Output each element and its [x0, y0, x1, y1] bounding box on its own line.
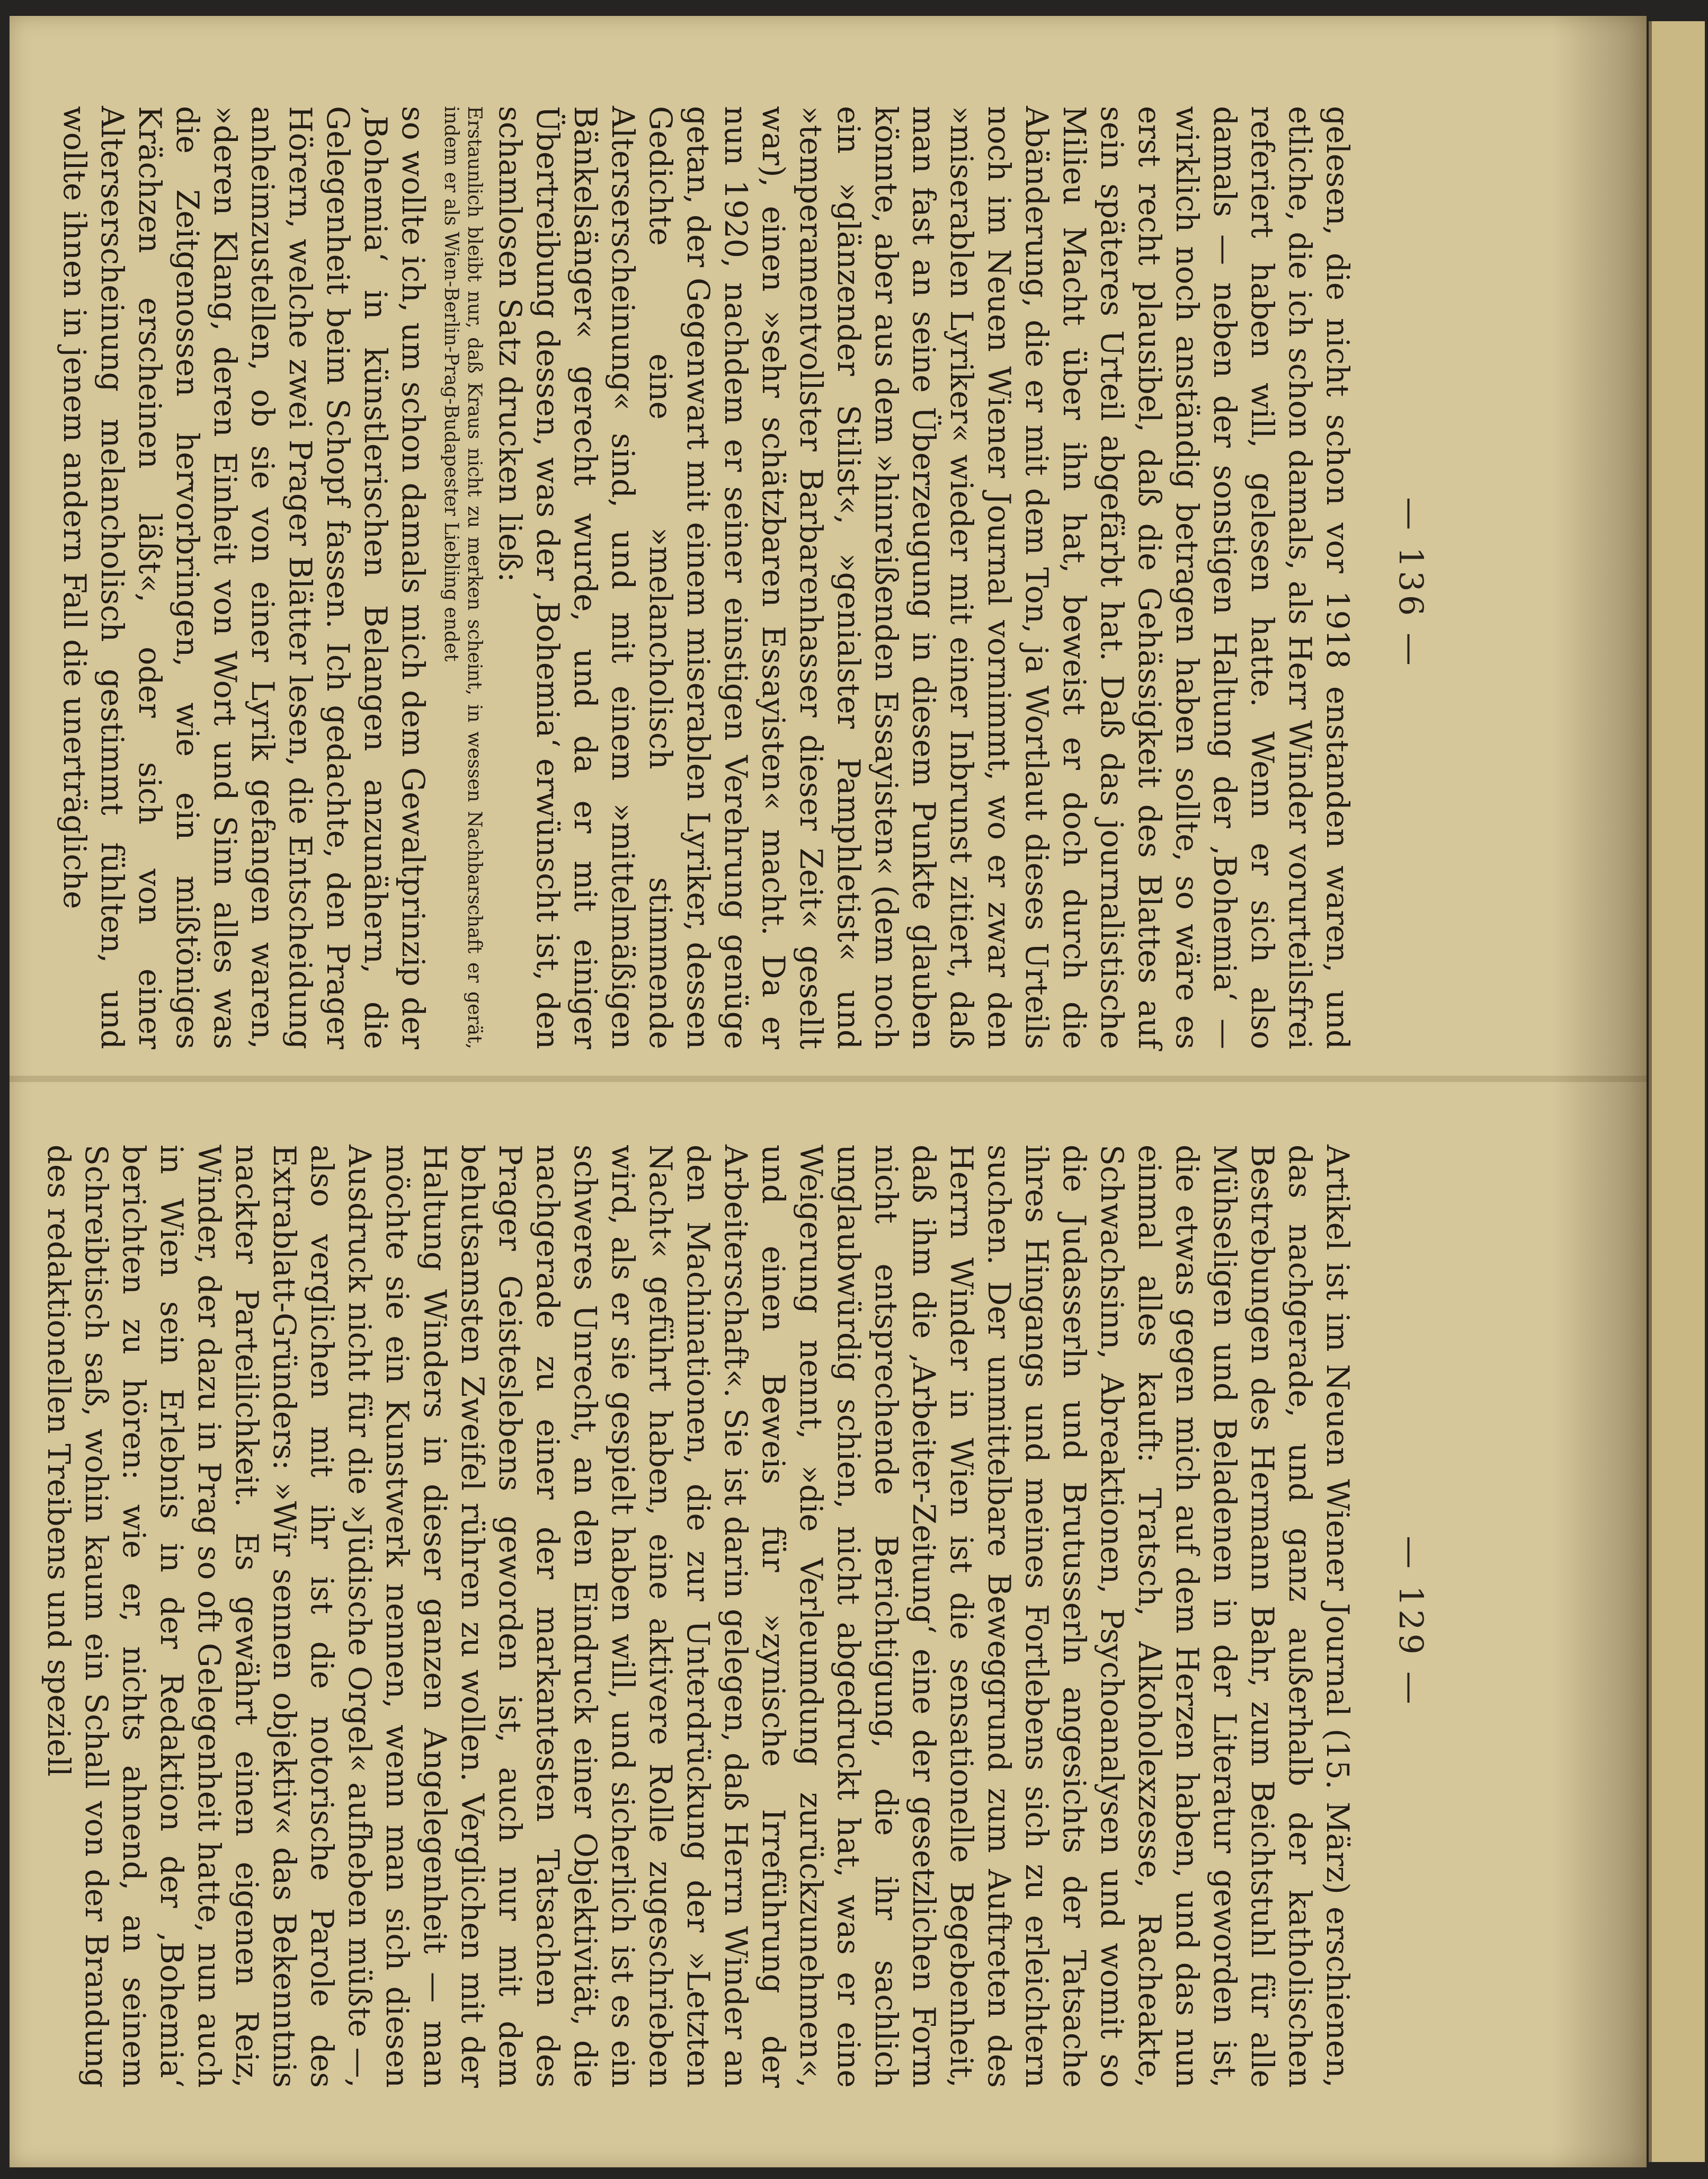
rotated-spread: [42, 42, 1632, 2162]
page-number: — 129 —: [1392, 1536, 1430, 1707]
text-column: [40, 1145, 1356, 2088]
text-column: [56, 106, 1356, 1049]
paragraph: so wollte ich, um schon damals mich dem Gewaltprinzip der ‚Bohemia‘ in künstlerischen Belangen anzunähern, die Gelegenheit beim Schopf fassen. Ich gedachte, den Prager Hörern, welche zwei Prager Blätter lesen, die Entscheidung anheimzustellen, ob sie von einer Lyrik gefangen waren, »deren Klang, deren Einheit von Wort und Sinn alles was die Zeitgenossen hervorbringen, wie ein mißtöniges Krächzen erscheinen läßt«, oder sich von einer Alterserscheinung melancholisch gestimmt fühlten, und wollte ihnen in jenem andern Fall die unerträgliche: [57, 106, 431, 1049]
paragraph: gelesen, die nicht schon vor 1918 enstanden waren, und etliche, die ich schon damals, als Herr Winder vorurteilsfrei referiert haben will, gelesen hatte. Wenn er sich also damals — neben der sonstigen Haltung der ‚Bohemia‘ — wirklich noch anständig betragen haben sollte, so wäre es erst recht plausibel, daß die Gehässigkeit des Blattes auf sein späteres Urteil abgefärbt hat. Daß das journalistische Milieu Macht über ihn hat, beweist er doch durch die Abänderung, die er mit dem Ton, ja Wortlaut dieses Urteils noch im Neuen Wiener Journal vornimmt, wo er zwar den »miserablen Lyriker« wieder mit einer Inbrunst zitiert, daß man fast an seine Überzeugung in diesem Punkte glauben könnte, aber aus dem »hinreißenden Essayisten« (dem noch ein »glänzender Stilist«, »genialster Pamphletist« und »temperamentvollster Barbarenhasser dieser Zeit« gesellt war), einen »sehr schätzbaren Essayisten« macht. Da er nun 1920, nachdem er seiner einstigen Verehrung genüge getan, der Gegenwart mit einem miserablen Lyriker, dessen Gedichte eine »melancholisch stimmende Alterserscheinung« sind, und mit einem »mittelmäßigen Bänkelsänger« gerecht wurde, und da er mit einiger Übertreibung dessen, was der ‚Bohemia‘ erwünscht ist, den schamlosen Satz drucken ließ:: [492, 106, 1356, 1049]
page-136: [42, 74, 1632, 1092]
page-number: — 136 —: [1392, 497, 1430, 669]
adjacent-page-edge: [1649, 21, 1705, 2162]
page-129: [42, 1113, 1632, 2130]
paragraph: Artikel ist im Neuen Wiener Journal (15. März) erschienen, das nachgerade, und ganz außerhalb der katholischen Bestrebungen des Hermann Bahr, zum Beichtstuhl für alle Mühseligen und Beladenen in der Literatur geworden ist, die etwas gegen mich auf dem Herzen haben, und das nun einmal alles kauft: Tratsch, Alkoholexzesse, Racheakte, Schwachsinn, Abreaktionen, Psychoanalysen und womit so die Judasserln und Brutusserln angesichts der Tatsache ihres Hingangs und meines Fortlebens sich zu erleichtern suchen. Der unmittelbare Beweggrund zum Auftreten des Herrn Winder in Wien ist die sensationelle Begebenheit, daß ihm die ‚Arbeiter-Zeitung‘ eine der gesetzlichen Form nicht entsprechende Berichtigung, die ihr sachlich unglaubwürdig schien, nicht abgedruckt hat, was er eine Weigerung nennt, »die Verleumdung zurückzunehmen«, und einen Beweis für »zynische Irreführung der Arbeiterschaft«. Sie ist darin gelegen, daß Herrn Winder an den Machinationen, die zur Unterdrückung der »Letzten Nacht« geführt haben, eine aktivere Rolle zugeschrieben wird, als er sie gespielt haben will, und sicherlich ist es ein schweres Unrecht, an den Eindruck einer Objektivität, die nachgerade zu einer der markantesten Tatsachen des Prager Geisteslebens geworden ist, auch nur mit dem behutsamsten Zweifel rühren zu wollen. Verglichen mit der Haltung Winders in dieser ganzen Angelegenheit — man möchte sie ein Kunstwerk nennen, wenn man sich diesen Ausdruck nicht für die »Jüdische Orgel« aufheben müßte —, also verglichen mit ihr ist die notorische Parole des Extrablatt-Gründers: »Wir sennen objektiv« das Bekenntnis nackter Parteilichkeit. Es gewährt einen eigenen Reiz, Winder, der dazu in Prag so oft Gelegenheit hatte, nun auch in Wien sein Erlebnis in der Redaktion der ‚Bohemia‘ berichten zu hören: wie er, nichts ahnend, an seinem Schreibtisch saß, wohin kaum ein Schall von der Brandung des redaktionellen Treibens und speziell: [41, 1145, 1356, 2088]
quotation: Erstaunlich bleibt nur, daß Kraus nicht zu merken scheint, in wessen Nachbarschaft er gerät, indem er als Wien-Berlin-Prag-Budapester Liebling endet: [440, 106, 485, 1049]
